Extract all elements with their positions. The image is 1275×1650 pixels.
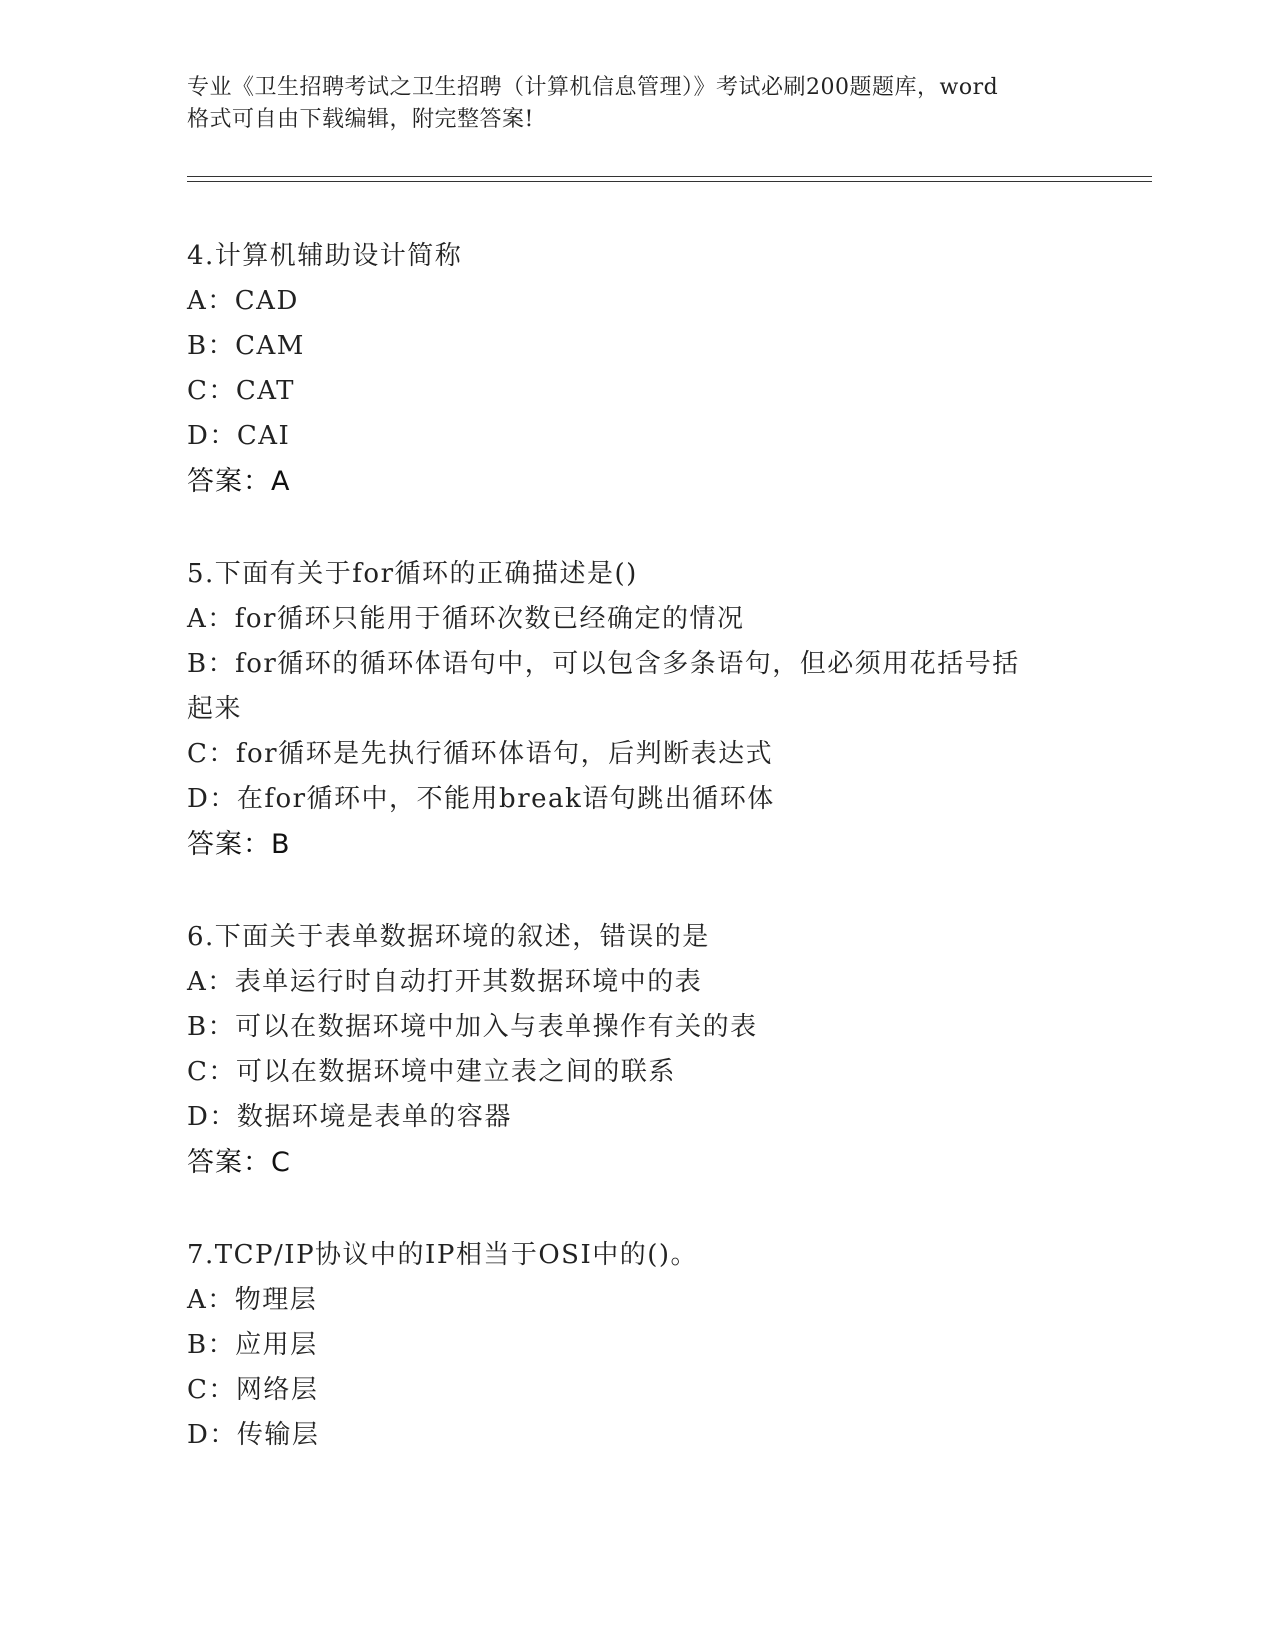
question-stem: 4.计算机辅助设计简称 [187,241,463,271]
header-divider-top [187,176,1152,177]
document-header [187,72,1087,136]
option-d: D：CAI [187,421,291,451]
option-b: B：应用层 [187,1330,318,1360]
option-d: D：数据环境是表单的容器 [187,1102,512,1132]
question-stem: 6.下面关于表单数据环境的叙述，错误的是 [187,922,710,952]
option-a: A：for循环只能用于循环次数已经确定的情况 [187,604,745,634]
question-stem: 5.下面有关于for循环的正确描述是() [187,559,638,589]
option-c: C：CAT [187,376,295,406]
option-b: B：可以在数据环境中加入与表单操作有关的表 [187,1012,758,1042]
question-6 [187,915,1147,1185]
option-a: A：CAD [187,286,299,316]
option-d: D：传输层 [187,1420,320,1450]
option-b: B：for循环的循环体语句中，可以包含多条语句，但必须用花括号括起来 [187,649,1020,724]
header-divider-bottom [187,181,1152,182]
option-c: C：可以在数据环境中建立表之间的联系 [187,1057,676,1087]
question-stem: 7.TCP/IP协议中的IP相当于OSI中的()。 [187,1240,699,1270]
option-a: A：表单运行时自动打开其数据环境中的表 [187,967,703,997]
option-b: B：CAM [187,331,305,361]
question-7 [187,1233,1147,1458]
option-c: C：网络层 [187,1375,319,1405]
question-4 [187,234,1147,504]
answer-label: 答案：C [187,1147,291,1178]
question-5 [187,552,1147,867]
header-title-line-1: 专业《卫生招聘考试之卫生招聘（计算机信息管理）》考试必刷200题题库，word [187,75,999,100]
option-a: A：物理层 [187,1285,318,1315]
answer-label: 答案：B [187,829,291,860]
answer-label: 答案：A [187,466,291,497]
header-title-line-2: 格式可自由下载编辑，附完整答案! [187,107,534,132]
option-d: D：在for循环中，不能用break语句跳出循环体 [187,784,775,814]
option-c: C：for循环是先执行循环体语句，后判断表达式 [187,739,774,769]
